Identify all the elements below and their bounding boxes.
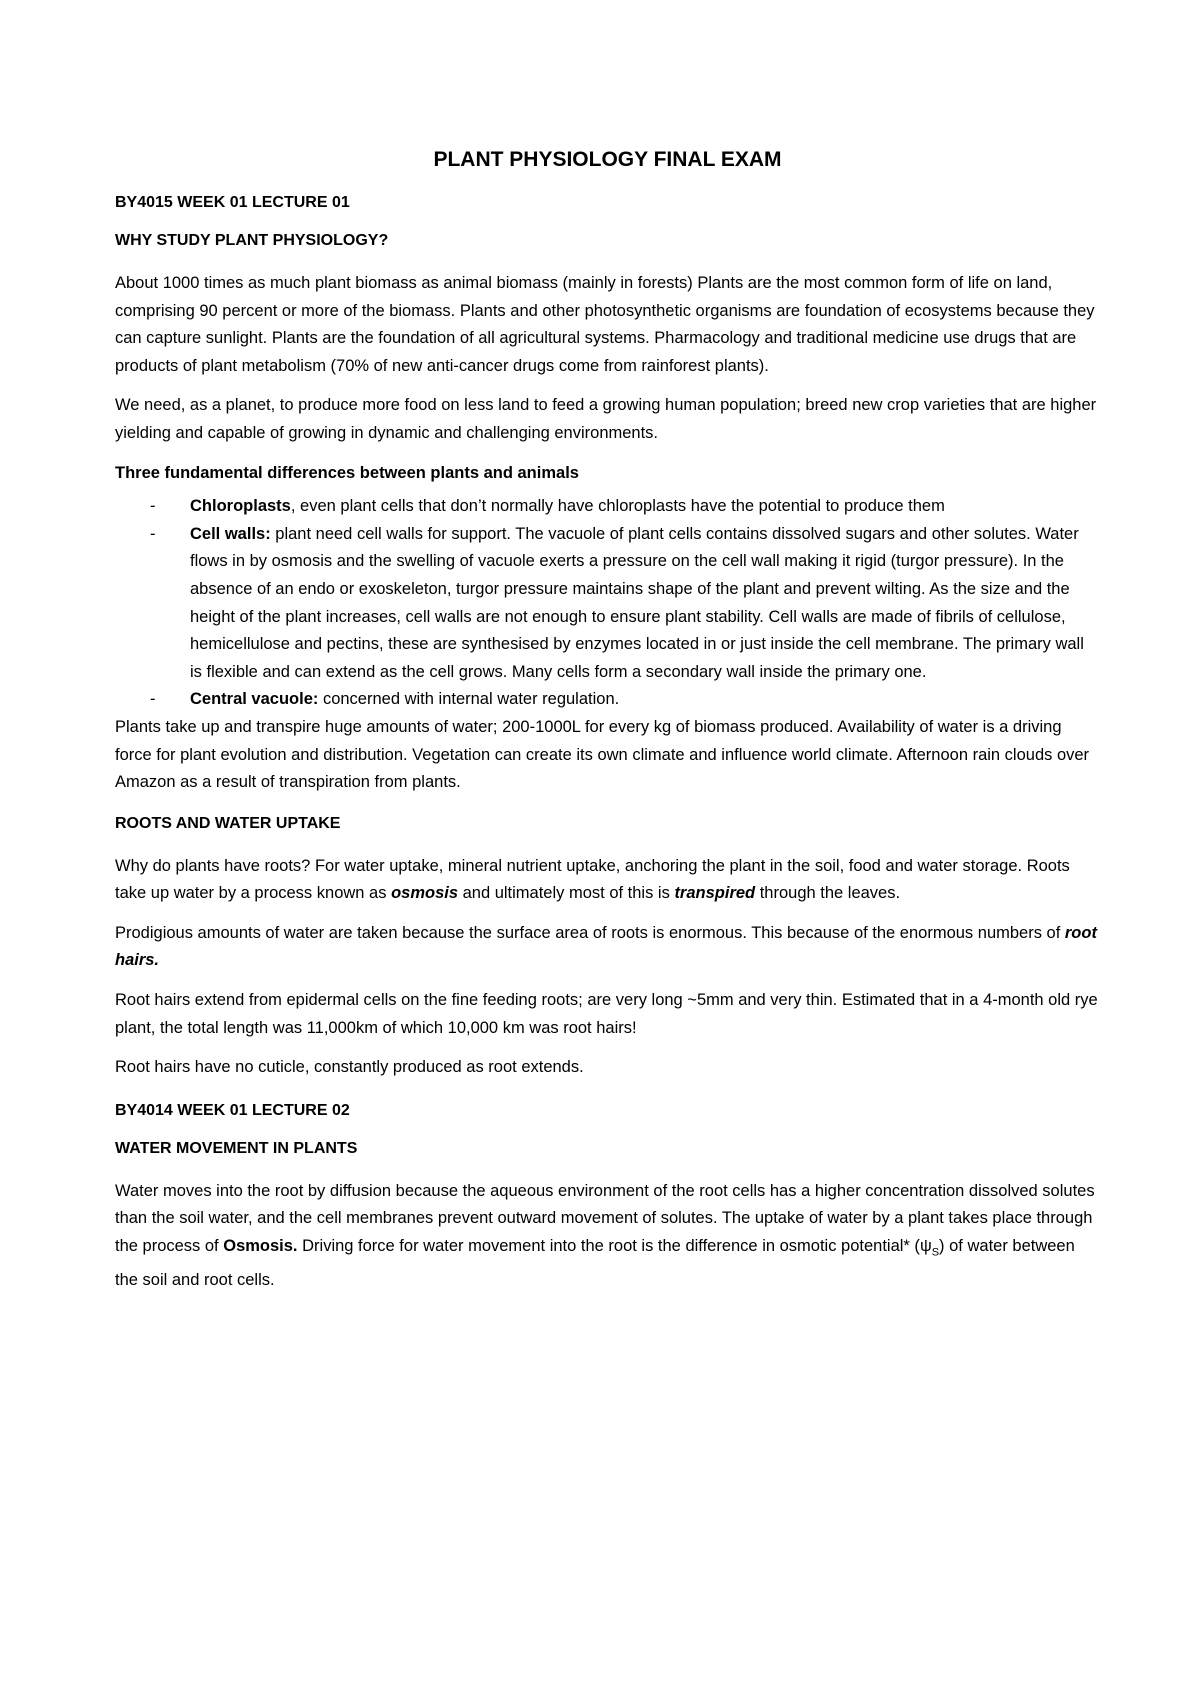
list-item-term: Chloroplasts [190, 497, 291, 516]
psi-subscript: S [931, 1246, 940, 1259]
paragraph-cuticle: Root hairs have no cuticle, constantly produced as root extends. [115, 1058, 584, 1077]
paragraph-prodigious: Prodigious amounts of water are taken because the surface area of roots is enormous. This because of the enormous numbers of root hairs. [115, 923, 1097, 970]
section-heading-roots: ROOTS AND WATER UPTAKE [115, 814, 341, 832]
list-item-term: Central vacuole: [190, 690, 319, 709]
list-item [190, 493, 1100, 521]
paragraph-transpiration: Plants take up and transpire huge amounts of water; 200-1000L for every kg of biomass produced. Availability of water is a driving force for plant evolution and distribution. Vegetation can create its own climate and influence world climate. Afternoon rain clouds over Amazon as a result of transpiration from plants. [115, 717, 1090, 792]
lecture-heading-1: BY4015 WEEK 01 LECTURE 01 [115, 194, 350, 211]
paragraph-biomass: About 1000 times as much plant biomass as animal biomass (mainly in forests) Plants are the most common form of life on land, comprising 90 percent or more of the biomass. Plants and other photosynthetic organisms are foundation of ecosystems because they can capture sunlight. Plants are the foundation of all agricultural systems. Pharmacology and traditional medicine use drugs that are products of plant metabolism (70% of new anti-cancer drugs come from rainforest plants). [115, 274, 1095, 375]
section-heading-water-movement: WATER MOVEMENT IN PLANTS [115, 1139, 358, 1157]
paragraph-food-demand: We need, as a planet, to produce more food on less land to feed a growing human population; breed new crop varieties that are higher yielding and capable of growing in dynamic and challenging environments. [115, 396, 1097, 442]
differences-list [115, 493, 1100, 714]
term-osmosis: osmosis [391, 884, 459, 903]
list-item-term: Cell walls: [190, 524, 271, 543]
term-transpired: transpired [674, 884, 756, 903]
paragraph-root-hairs: Root hairs extend from epidermal cells on the fine feeding roots; are very long ~5mm and very thin. Estimated that in a 4-month old rye plant, the total length was 11,000km of which 10,000 km was root hairs! [115, 991, 1098, 1037]
paragraph-why-roots: Why do plants have roots? For water uptake, mineral nutrient uptake, anchoring the plant in the soil, food and water storage. Roots take up water by a process known as osmosis and ultimately most of this is transpired through the leaves. [115, 856, 1070, 903]
section-heading-why-study: WHY STUDY PLANT PHYSIOLOGY? [115, 232, 389, 249]
differences-heading: Three fundamental differences between plants and animals [115, 463, 579, 482]
psi-symbol: ψ [919, 1237, 932, 1256]
paragraph-water-movement: Water moves into the root by diffusion because the aqueous environment of the root cells has a higher concentration dissolved solutes than the soil water, and the cell membranes prevent outward movement of solutes. The uptake of water by a plant takes place through the process of Osmosis. Driving force for water movement into the root is the difference in osmotic potential* $(\psi_S)$ of water between the soil and root cells. [115, 1181, 1095, 1289]
list-item-text: plant need cell walls for support. The vacuole of plant cells contains dissolved sugars and other solutes. Water flows in by osmosis and the swelling of vacuole exerts a pressure on the cell wall making it rigid (turgor pressure). In the absence of an endo or exoskeleton, turgor pressure maintains shape of the plant and prevent wilting. As the size and the height of the plant increases, cell walls are not enough to ensure plant stability. Cell walls are made of fibrils of cellulose, hemicellulose and pectins, these are synthesised by enzymes located in or just inside the cell membrane. The primary wall is flexible and can extend as the cell grows. Many cells form a secondary wall inside the primary one. [190, 524, 1084, 681]
document-page [115, 140, 1100, 1307]
document-title: PLANT PHYSIOLOGY FINAL EXAM [433, 148, 782, 171]
term-osmosis-bold: Osmosis. [223, 1237, 298, 1256]
list-item [190, 686, 1100, 714]
list-item-text: , even plant cells that don’t normally have chloroplasts have the potential to produce them [290, 497, 945, 516]
term-root-hairs: root hairs. [115, 923, 1097, 970]
list-item-text: concerned with internal water regulation. [318, 690, 620, 709]
lecture-heading-2: BY4014 WEEK 01 LECTURE 02 [115, 1101, 350, 1119]
list-item [190, 521, 1100, 687]
